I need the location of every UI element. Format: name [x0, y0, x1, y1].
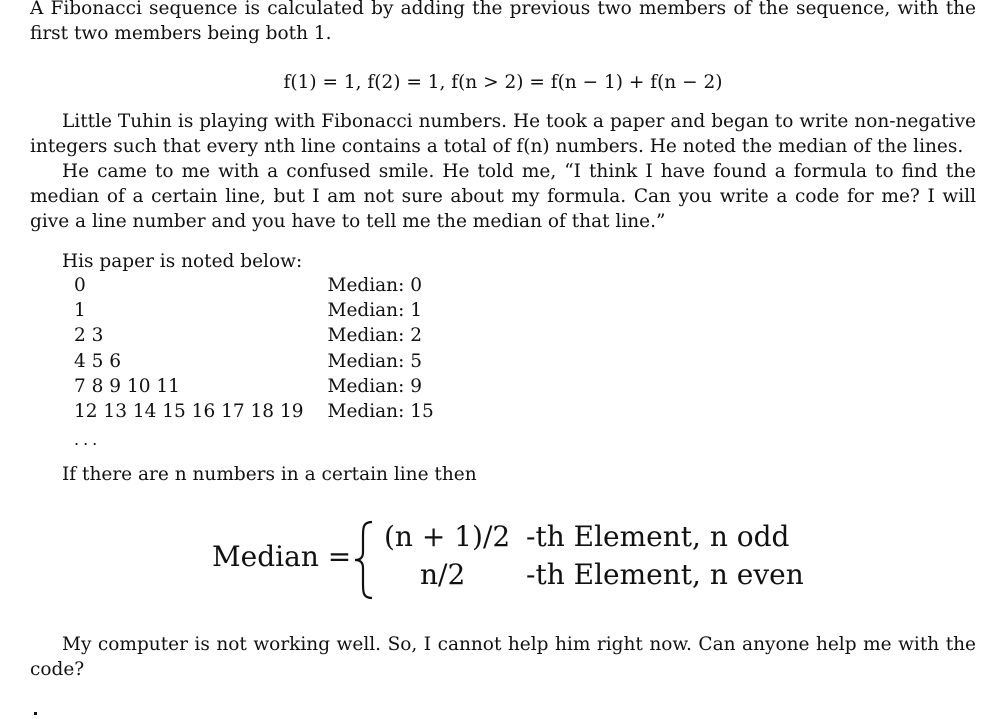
case-even-condition: -th Element, n even	[526, 558, 804, 591]
line-median: Median: 0	[327, 275, 422, 296]
if-there-text: If there are n numbers in a certain line then	[62, 464, 477, 485]
table-row	[62, 349, 446, 374]
paper-intro: His paper is noted below:	[62, 251, 303, 272]
table-row	[62, 374, 446, 399]
line-median: Median: 15	[327, 401, 434, 423]
line-median: Median: 2	[327, 325, 422, 347]
line-numbers: 2 3	[74, 325, 104, 347]
case-even-expression: n/2	[420, 558, 466, 591]
left-brace-icon	[352, 520, 378, 600]
line-numbers: 0	[74, 275, 86, 296]
intro-paragraph: A Fibonacci sequence is calculated by adding the previous two members of the sequence, with the first two members being both 1.	[30, 0, 976, 44]
line-median: Median: 9	[327, 375, 422, 397]
line-numbers: 12 13 14 15 16 17 18 19	[74, 401, 304, 423]
line-numbers: 4 5 6	[74, 350, 122, 372]
ellipsis: ...	[74, 430, 102, 449]
table-row	[62, 273, 446, 298]
story-paragraph-1: Little Tuhin is playing with Fibonacci numbers. He took a paper and began to write non-negative integers such that every nth line contains a total of f(n) numbers. He noted the median of the lines.	[30, 111, 976, 157]
line-numbers: 1	[74, 300, 86, 322]
fibonacci-recurrence-formula: f(1) = 1, f(2) = 1, f(n > 2) = f(n − 1) + f(n − 2)	[283, 72, 723, 93]
line-median: Median: 5	[327, 350, 422, 372]
story-paragraph-2: He came to me with a confused smile. He told me, “I think I have found a formula to find the median of a certain line, but I am not sure about my formula. Can you write a code for me? I will give a line number and you have to tell me the median of that line.”	[30, 161, 976, 232]
table-row	[62, 298, 446, 323]
closing-paragraph: My computer is not working well. So, I cannot help him right now. Can anyone help me with the code?	[30, 634, 976, 680]
case-odd-expression: (n + 1)/2	[384, 520, 511, 553]
line-median: Median: 1	[327, 300, 422, 322]
page-mark	[34, 712, 37, 715]
table-row	[62, 399, 446, 424]
table-row	[62, 323, 446, 348]
line-numbers: 7 8 9 10 11	[74, 375, 180, 397]
paper-table	[62, 273, 446, 424]
median-lhs: Median =	[212, 540, 352, 573]
case-odd-condition: -th Element, n odd	[526, 520, 790, 553]
